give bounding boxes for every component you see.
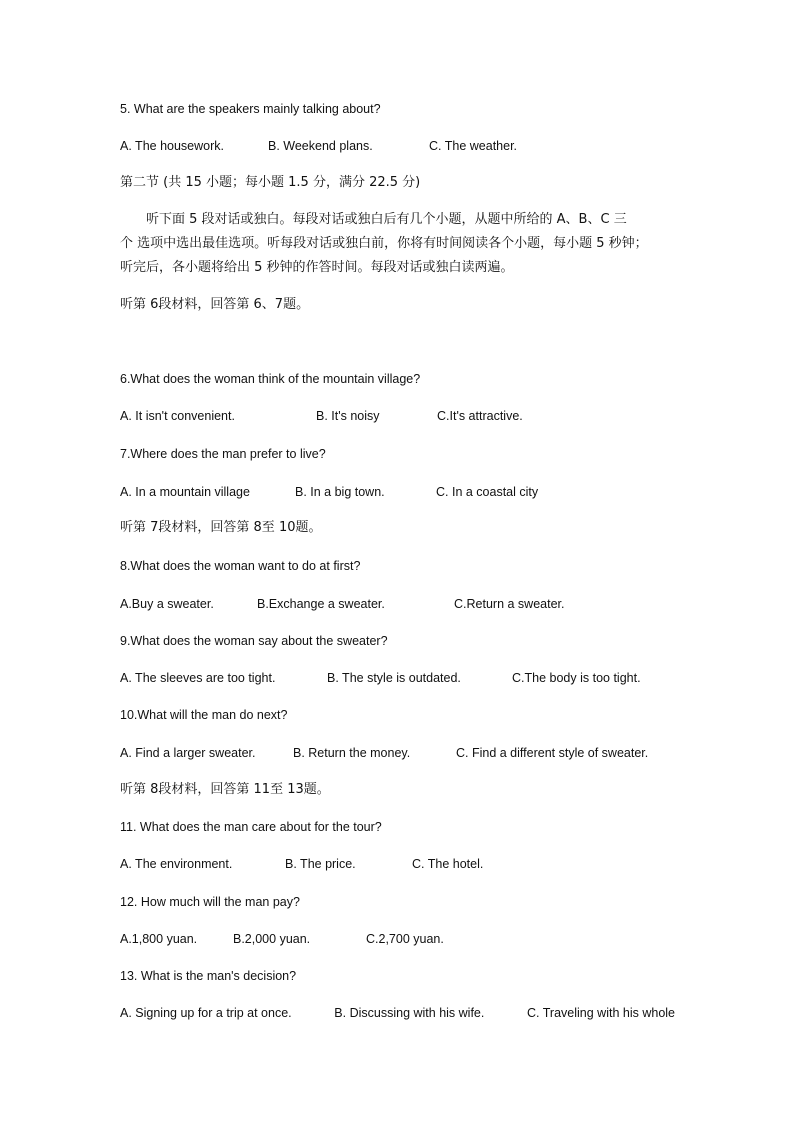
question-9: 9.What does the woman say about the sweater? [120,634,388,648]
option-a: A. The housework. [120,139,224,153]
option-b: B. The style is outdated. [327,671,461,685]
option-b: B.2,000 yuan. [233,932,311,946]
question-7: 7.Where does the man prefer to live? [120,447,326,461]
option-c: C. The hotel. [412,857,484,871]
question-13-options [120,1005,675,1021]
option-c: C.It's attractive. [437,409,523,423]
option-a: A. The sleeves are too tight. [120,671,276,685]
question-13: 13. What is the man's decision? [120,969,297,983]
option-c: C.Return a sweater. [454,597,565,611]
option-b: B. It's noisy [316,409,380,423]
option-b: B.Exchange a sweater. [257,597,385,611]
instruction-line-3: 听完后，各小题将给出 5 秒钟的作答时间。每段对话或独白读两遍。 [120,260,514,275]
option-c: C. The weather. [429,139,518,153]
option-b: B. The price. [285,857,356,871]
option-b: B. In a big town. [295,485,385,499]
question-5: 5. What are the speakers mainly talking about? [120,102,381,116]
option-a: A.1,800 yuan. [120,932,198,946]
option-c: C. Traveling with his whole [527,1006,675,1020]
material-7-heading: 听第 7段材料，回答第 8至 10题。 [120,520,322,535]
question-11: 11. What does the man care about for the tour? [120,820,382,834]
option-b: B. Weekend plans. [268,139,373,153]
option-a: A. It isn't convenient. [120,409,235,423]
option-b: B. Discussing with his wife. [334,1006,485,1020]
question-8: 8.What does the woman want to do at first? [120,559,361,573]
option-c: C.2,700 yuan. [366,932,444,946]
question-6: 6.What does the woman think of the mountain village? [120,372,421,386]
option-a: A. The environment. [120,857,233,871]
option-c: C.The body is too tight. [512,671,641,685]
option-c: C. Find a different style of sweater. [456,746,649,760]
material-8-heading: 听第 8段材料，回答第 11至 13题。 [120,782,330,797]
question-10: 10.What will the man do next? [120,708,288,722]
material-6-heading: 听第 6段材料，回答第 6、7题。 [120,297,310,312]
section-2-heading: 第二节 (共 15 小题；每小题 1.5 分，满分 22.5 分) [120,175,421,190]
question-12: 12. How much will the man pay? [120,895,300,909]
instruction-line-2: 个 选项中选出最佳选项。听每段对话或独白前，你将有时间阅读各个小题，每小题 5 秒钟； [120,236,648,251]
section-2-instructions [120,208,680,280]
option-a: A. Find a larger sweater. [120,746,256,760]
option-c: C. In a coastal city [436,485,539,499]
instruction-line-1: 听下面 5 段对话或独白。每段对话或独白后有几个小题，从题中所给的 A、B、C 三 [146,212,627,227]
option-b: B. Return the money. [293,746,411,760]
option-a: A. In a mountain village [120,485,250,499]
option-a: A. Signing up for a trip at once. [120,1006,292,1020]
option-a: A.Buy a sweater. [120,597,214,611]
